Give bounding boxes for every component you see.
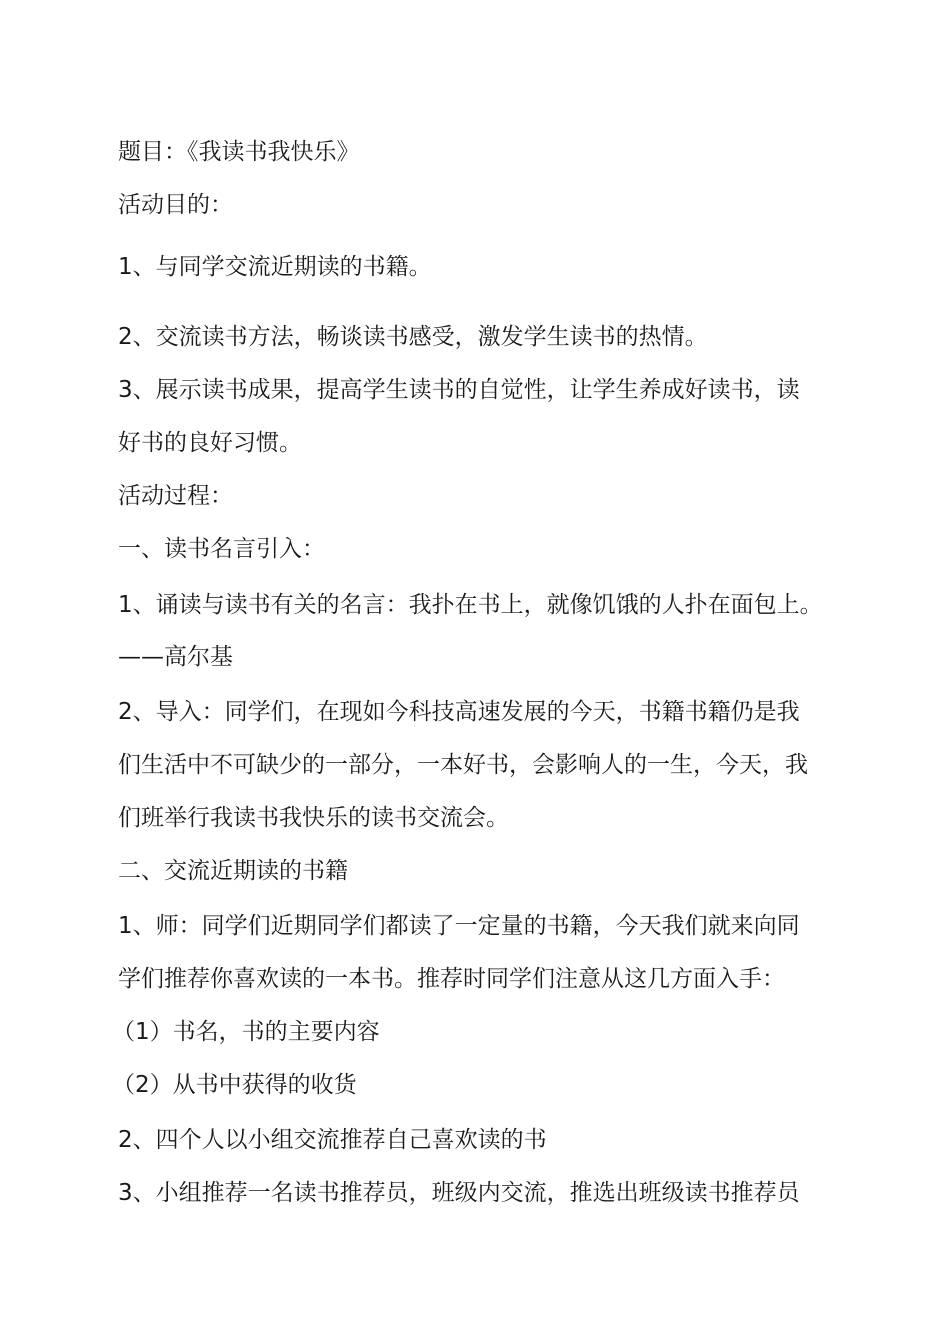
paragraph-line: 好书的良好习惯。 — [118, 430, 302, 456]
section-heading-process: 活动过程： — [118, 483, 233, 509]
section-heading-purpose: 活动目的： — [118, 192, 233, 218]
paragraph-line: 3、小组推荐一名读书推荐员，班级内交流，推选出班级读书推荐员 — [118, 1180, 800, 1206]
paragraph-line: 1、与同学交流近期读的书籍。 — [118, 254, 432, 280]
document-title: 题目：《我读书我快乐》 — [118, 139, 360, 165]
paragraph-line: 们生活中不可缺少的一部分，一本好书，会影响人的一生，今天，我 — [118, 752, 808, 778]
list-item: （1）书名，书的主要内容 — [112, 1019, 380, 1045]
paragraph-line: 2、导入：同学们，在现如今科技高速发展的今天，书籍书籍仍是我 — [118, 699, 800, 725]
paragraph-line: 学们推荐你喜欢读的一本书。推荐时同学们注意从这几方面入手： — [118, 966, 785, 992]
paragraph-line: ——高尔基 — [118, 644, 233, 670]
paragraph-line: 3、展示读书成果，提高学生读书的自觉性，让学生养成好读书，读 — [118, 377, 800, 403]
paragraph-line: 们班举行我读书我快乐的读书交流会。 — [118, 805, 509, 831]
list-item: （2）从书中获得的收货 — [112, 1072, 357, 1098]
paragraph-line: 2、交流读书方法，畅谈读书感受，激发学生读书的热情。 — [118, 324, 708, 350]
paragraph-line: 1、师：同学们近期同学们都读了一定量的书籍，今天我们就来向同 — [118, 913, 800, 939]
subsection-heading: 一、读书名言引入： — [118, 536, 325, 562]
subsection-heading: 二、交流近期读的书籍 — [118, 858, 348, 884]
paragraph-line: 1、诵读与读书有关的名言：我扑在书上，就像饥饿的人扑在面包上。 — [118, 592, 823, 618]
paragraph-line: 2、四个人以小组交流推荐自己喜欢读的书 — [118, 1127, 547, 1153]
